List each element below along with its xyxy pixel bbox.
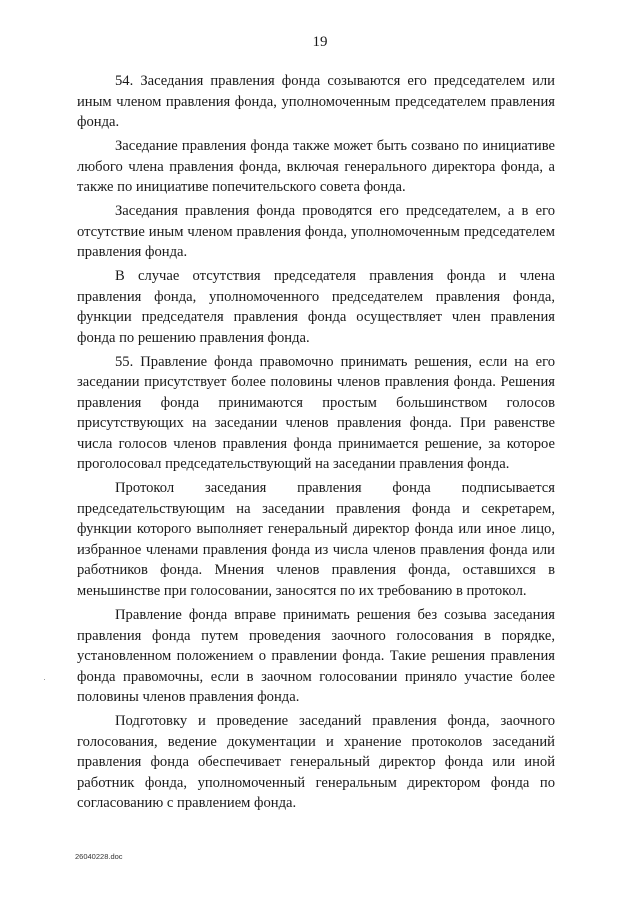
paragraph: Заседание правления фонда также может быть созвано по инициативе любого члена правления фонда, включая генерального директора фонда, а также по инициативе попечительского совета фонда. bbox=[77, 138, 555, 196]
paragraph: В случае отсутствия председателя правления фонда и члена правления фонда, уполномоченного председателем правления фонда, функции председателя правления фонда осуществляет член правления фонда по решению правления фонда. bbox=[77, 268, 555, 346]
paragraph: Подготовку и проведение заседаний правления фонда, заочного голосования, ведение документации и хранение протоколов заседаний правления фонда обеспечивает генеральный директор фонда или иной работник фонда, уполномоченный генеральным директором фонда по согласованию с правлением фонда. bbox=[77, 713, 555, 812]
paragraph: Заседания правления фонда проводятся его председателем, а в его отсутствие иным членом правления фонда, уполномоченным председателем правления фонда. bbox=[77, 203, 555, 261]
paragraph-54: 54. Заседания правления фонда созываются его председателем или иным членом правления фонда, уполномоченным председателем правления фонда. bbox=[77, 73, 555, 130]
paragraph-55: 55. Правление фонда правомочно принимать решения, если на его заседании присутствует более половины членов правления фонда. Решения правления фонда принимаются простым большинством голосов присутствующих на заседании членов правления фонда. При равенстве числа голосов членов правления фонда принимается решение, за которое проголосовал председательствующий на заседании правления фонда. bbox=[77, 353, 555, 473]
page-number: 19 bbox=[312, 34, 328, 50]
margin-mark bbox=[44, 679, 45, 680]
footer-filename: 26040228.doc bbox=[75, 852, 123, 861]
paragraph: Правление фонда вправе принимать решения без созыва заседания правления фонда путем проведения заочного голосования в порядке, установленном положением о правлении фонда. Такие решения правления фонда правомочны, если в заочном голосовании приняло участие более половины членов правления фонда. bbox=[77, 607, 555, 706]
document-body bbox=[77, 71, 555, 817]
paragraph: Протокол заседания правления фонда подписывается председательствующим на заседании правления фонда и секретарем, функции которого выполняет генеральный директор фонда или иное лицо, избранное членами правления фонда из числа членов правления фонда или работников фонда. Мнения членов правления фонда, оставшихся в меньшинстве при голосовании, заносятся по их требованию в протокол. bbox=[77, 480, 555, 599]
